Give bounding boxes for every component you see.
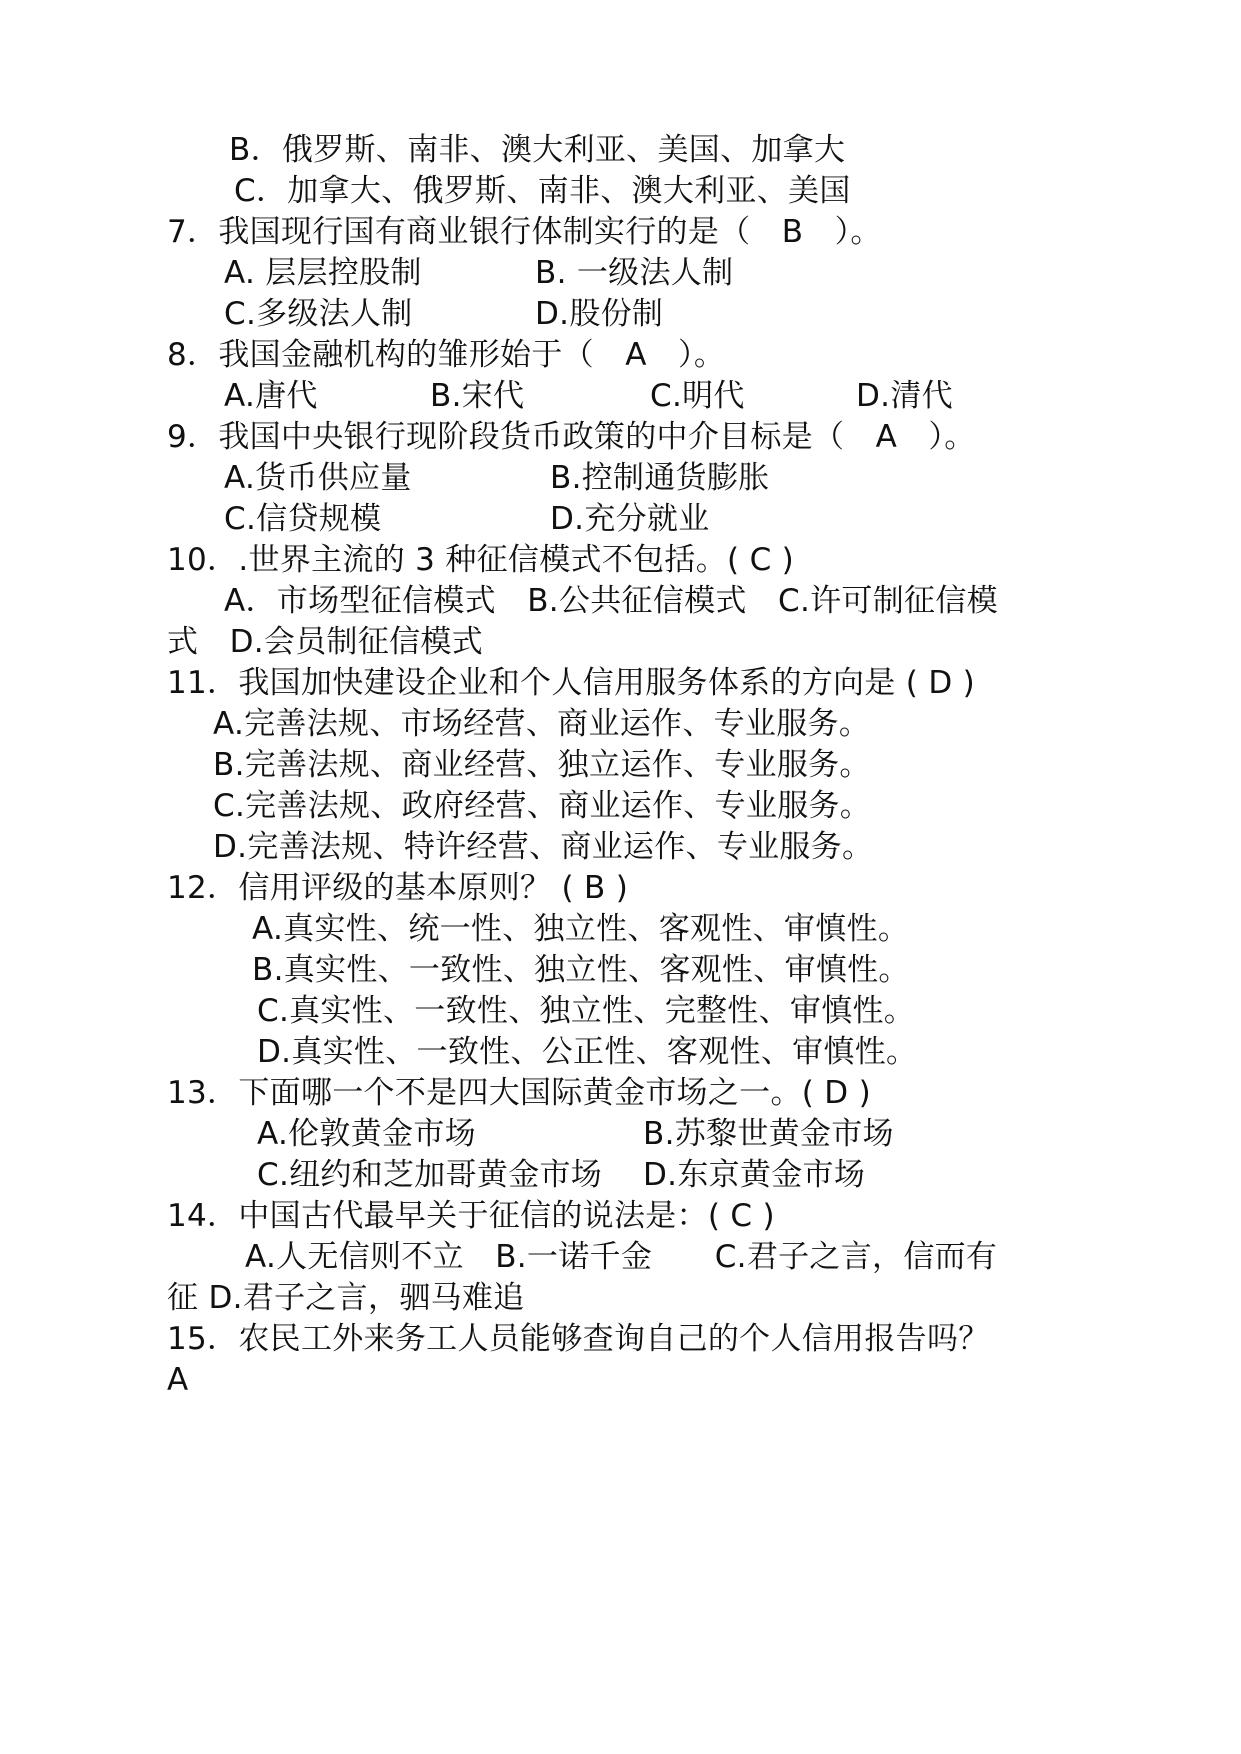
q6-option-c: C．加拿大、俄罗斯、南非、澳大利亚、美国 [234,173,851,209]
q13-option-b: B.苏黎世黄金市场 [643,1116,894,1152]
q7-option-a: A. 层层控股制 [224,255,422,291]
q10-stem: 10．.世界主流的 3 种征信模式不包括。( C ) [167,542,795,578]
q10-options-line1: A．市场型征信模式 B.公共征信模式 C.许可制征信模 [224,583,998,619]
q10-options-line2: 式 D.会员制征信模式 [167,624,484,660]
q13-option-c: C.纽约和芝加哥黄金市场 [257,1157,603,1193]
q11-stem: 11．我国加快建设企业和个人信用服务体系的方向是 ( D ) [167,665,976,701]
q8-option-a: A.唐代 [224,378,318,414]
q12-option-a: A.真实性、统一性、独立性、客观性、审慎性。 [252,911,910,947]
q12-option-d: D.真实性、一致性、公正性、客观性、审慎性。 [257,1034,918,1070]
q8-option-c: C.明代 [650,378,745,414]
q7-stem: 7．我国现行国有商业银行体制实行的是（ B ）。 [167,214,882,250]
q13-option-d: D.东京黄金市场 [643,1157,866,1193]
q7-option-d: D.股份制 [535,296,664,332]
q14-options-line2: 征 D.君子之言，驷马难追 [167,1280,525,1316]
q12-option-c: C.真实性、一致性、独立性、完整性、审慎性。 [257,993,916,1029]
q9-option-a: A.货币供应量 [224,460,412,496]
q7-option-c: C.多级法人制 [224,296,413,332]
q11-option-d: D.完善法规、特许经营、商业运作、专业服务。 [213,829,874,865]
q13-option-a: A.伦敦黄金市场 [257,1116,476,1152]
q12-option-b: B.真实性、一致性、独立性、客观性、审慎性。 [252,952,910,988]
q8-option-b: B.宋代 [430,378,525,414]
q9-option-d: D.充分就业 [550,501,710,537]
q11-option-c: C.完善法规、政府经营、商业运作、专业服务。 [213,788,872,824]
q13-stem: 13．下面哪一个不是四大国际黄金市场之一。( D ) [167,1075,872,1111]
q15-stem: 15．农民工外来务工人员能够查询自己的个人信用报告吗？ [167,1321,990,1357]
q15-answer: A [167,1362,189,1398]
q7-option-b: B. 一级法人制 [535,255,734,291]
q12-stem: 12．信用评级的基本原则？ ( B ) [167,870,629,906]
q9-stem: 9．我国中央银行现阶段货币政策的中介目标是（ A ）。 [167,419,976,455]
q9-option-c: C.信贷规模 [224,501,382,537]
q11-option-a: A.完善法规、市场经营、商业运作、专业服务。 [213,706,871,742]
q9-option-b: B.控制通货膨胀 [550,460,770,496]
q8-stem: 8．我国金融机构的雏形始于（ A ）。 [167,337,726,373]
q6-option-b: B．俄罗斯、南非、澳大利亚、美国、加拿大 [229,132,846,168]
q8-option-d: D.清代 [856,378,953,414]
q11-option-b: B.完善法规、商业经营、独立运作、专业服务。 [213,747,871,783]
q14-options-line1: A.人无信则不立 B.一诺千金 C.君子之言，信而有 [245,1239,998,1275]
q14-stem: 14．中国古代最早关于征信的说法是：( C ) [167,1198,775,1234]
